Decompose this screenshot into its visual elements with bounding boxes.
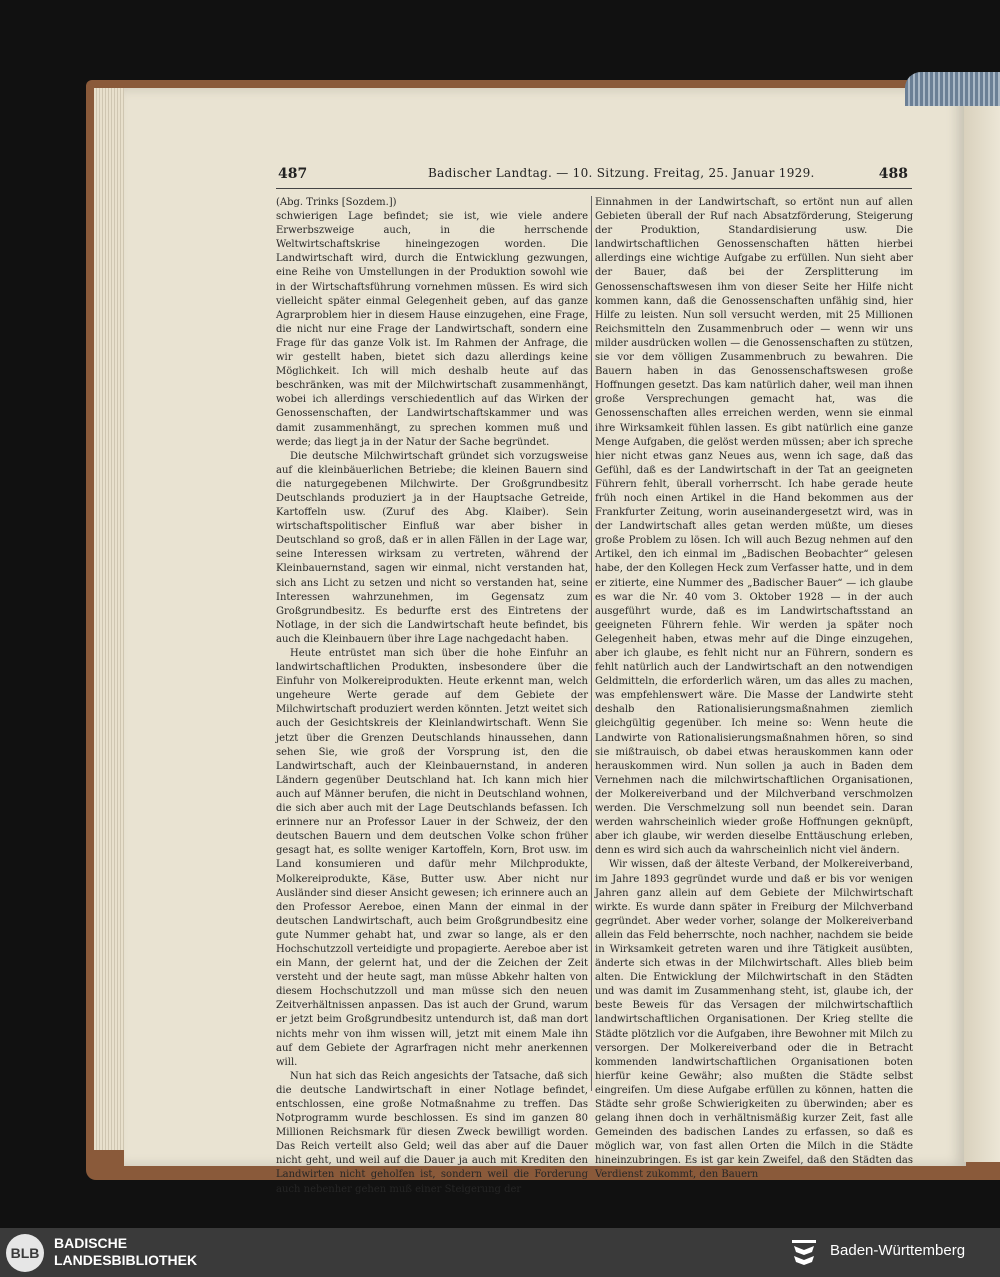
paragraph: Heute entrüstet man sich über die hohe Einfuhr an landwirtschaftlichen Produkten, insbesondere über die Einfuhr von Molkereiprodukten. Heute erkennt man, welch ungeheure Werte gerade auf dem Gebiete der Milchwirtschaft produziert werden könnten. Jetzt weitet sich auch der Gesichtskreis der Kleinlandwirtschaft. Wenn Sie jetzt über die Grenzen Deutschlands hinaussehen, dann sehen Sie, wie groß der Vorsprung ist, den die Landwirtschaft, auch der Kleinbauernstand, in anderen Ländern gegenüber Deutschland hat. Ich kann mich hier auch auf Männer berufen, die nicht in Deutschland wohnen, die sich aber auch mit der Lage Deutschlands befassen. Ich erinnere nur an Professor Lauer in der Schweiz, der den deutschen Bauern und dem deutschen Volke schon früher gesagt hat, es sollte weniger Kartoffeln, Korn, Brot usw. im Land konsumieren und dafür mehr Milchprodukte, Molkereiprodukte, Käse, Butter usw. Aber nicht nur Ausländer sind dieser Ansicht gewesen; ich erinnere auch an den Professor Aereboe, einen Mann der einmal in der deutschen Landwirtschaft, auch beim Großgrundbesitz eine gute Nummer gehabt hat, und zwar so lange, als er den Hochschutzzoll verteidigte und propagierte. Aereboe aber ist ein Mann, der gelernt hat, und der die Zeichen der Zeit versteht und der heute sagt, man müsse Abkehr halten von diesem Hochschutzzoll und man müsse sich den neuen Zeitverhältnissen anpassen. Das ist auch der Grund, warum er jetzt beim Großgrundbesitz untendurch ist, daß man dort nichts mehr von ihm wissen will, jetzt mit einem Male ihn auf dem Gebiete der Agrarfragen nicht mehr anerkennen will. (276, 648, 588, 1068)
right-text-column (595, 196, 913, 1183)
paragraph: Wir wissen, daß der älteste Verband, der Molkereiverband, im Jahre 1893 gegründet wurde und daß er bis vor wenigen Jahren ganz allein auf dem Gebiete der Milchwirtschaft wirkte. Es wurde dann später in Freiburg der Milchverband gegründet. Aber weder vorher, solange der Molkereiverband allein das Feld beherrschte, noch nachher, nachdem sie beide in Wirksamkeit getreten waren und ihre Tätigkeit ausübten, änderte sich etwas in der Milchwirtschaft. Alles blieb beim alten. Die Entwicklung der Milchwirtschaft in den Städten und was damit im Zusammenhang steht, ist, glaube ich, der beste Beweis für das Versagen der milchwirtschaftlich landwirtschaftlichen Organisationen. Der Krieg stellte die Städte plötzlich vor die Aufgaben, ihre Bewohner mit Milch zu versorgen. Der Molkereiverband oder die in Betracht kommenden landwirtschaftlichen Organisationen boten hierfür keine Gewähr; also mußten die Städte selbst eingreifen. Um diese Aufgabe erfüllen zu können, hatten die Städte sehr große Schwierigkeiten zu überwinden; aber es gelang ihnen doch in verhältnismäßig kurzer Zeit, fast alle Gemeinden des badischen Landes zu erfassen, so daß es möglich war, von fast allen Orten die Milch in die Städte hineinzubringen. Es ist gar kein Zweifel, daß den Städten das Verdienst zukommt, den Bauern (595, 859, 913, 1181)
header-rule (276, 188, 912, 189)
column-divider (591, 196, 592, 1091)
page-stack-edge (94, 88, 124, 1150)
blb-logo[interactable]: BLB (6, 1234, 44, 1272)
bookmark-ribbon (905, 72, 1000, 106)
left-text-column (276, 196, 588, 1197)
blb-name[interactable] (54, 1235, 197, 1269)
viewer-footer (0, 1228, 1000, 1277)
page-number-right: 488 (878, 166, 908, 182)
bw-label[interactable]: Baden-Württemberg (830, 1242, 966, 1259)
page-number-left: 487 (278, 166, 308, 182)
paragraph: Die deutsche Milchwirtschaft gründet sich vorzugsweise auf die kleinbäuerlichen Betriebe; die kleinen Bauern sind die naturgegebenen Milchwirte. Der Großgrundbesitz Deutschlands produziert ja in der Hauptsache Getreide, Kartoffeln usw. (Zuruf des Abg. Klaiber). Sein wirtschaftspolitischer Einfluß war aber bisher in Deutschland so groß, daß er in allen Fällen in der Lage war, seine Interessen wirksam zu vertreten, während der Kleinbauernstand, sagen wir einmal, nicht verstanden hat, sich ans Licht zu setzen und nicht so verstanden hat, seine Interessen wahrzunehmen, im Gegensatz zum Großgrundbesitz. Es bedurfte erst des Eintretens der Notlage, in der sich die Landwirtschaft heute befindet, bis auch die Kleinbauern über ihre Lage nachgedacht haben. (276, 450, 588, 645)
paragraph: Nun hat sich das Reich angesichts der Tatsache, daß sich die deutsche Landwirtschaft in einer Notlage befindet, entschlossen, eine große Notmaßnahme zu treffen. Das Notprogramm wurde beschlossen. Es sind im ganzen 80 Millionen Reichsmark für diesen Zweck bewilligt worden. Das Reich verteilt also Geld; weil das aber auf die Dauer nicht geht, und weil auf die Dauer ja auch mit Krediten den Landwirten nicht geholfen ist, sondern weil die Forderung auch nebenher gehen muß einer Steigerung der (276, 1070, 588, 1195)
running-title: Badischer Landtag. — 10. Sitzung. Freitag, 25. Januar 1929. (428, 166, 815, 180)
paragraph: schwierigen Lage befindet; sie ist, wie viele andere Erwerbszweige auch, in die herrschende Weltwirtschaftskrise hineingezogen worden. Die Landwirtschaft wird, durch die Entwicklung gezwungen, eine Reihe von Umstellungen in der Produktion sowohl wie in der Wirtschaftsführung vornehmen müssen. Es wird sich vielleicht später einmal Gelegenheit geben, auf das ganze Agrarproblem hier in diesem Hause einzugehen, eine Frage, die nicht nur eine Frage der Landwirtschaft, sondern eine Frage für das ganze Volk ist. Im Rahmen der Anfrage, die wir gestellt haben, bietet sich dazu allerdings keine Möglichkeit. Ich will mich deshalb heute auf das beschränken, was mit der Milchwirtschaft zusammenhängt, wobei ich allerdings verschiedentlich auf das Wirken der Genossenschaften, der Landwirtschaftskammer und was damit zusammenhängt, zu sprechen kommen muß und werde; das liegt ja in der Natur der Sache begründet. (276, 211, 588, 448)
coat-of-arms-icon (790, 1238, 818, 1268)
speaker-label: (Abg. Trinks [Sozdem.]) (276, 197, 397, 208)
blb-name-line2: LANDESBIBLIOTHEK (54, 1252, 198, 1268)
paragraph: Einnahmen in der Landwirtschaft, so ertönt nun auf allen Gebieten überall der Ruf nach Absatzförderung, Steigerung der Produktion, Standardisierung usw. Die landwirtschaftlichen Genossenschaften hätten hierbei allerdings eine wichtige Aufgabe zu erfüllen. Nun sieht aber der Bauer, daß bei der Zersplitterung im Genossenschaftswesen ihm von dieser Seite her Hilfe nicht kommen kann, daß die Genossenschaften unfähig sind, hier Hilfe zu leisten. Nun soll versucht werden, mit 25 Millionen Reichsmitteln den Zusammenbruch oder — wenn wir uns milder ausdrücken wollen — die Genossenschaften zu stützen, sie vor dem völligen Zusammenbruch zu bewahren. Die Bauern haben in das Genossenschaftswesen große Hoffnungen gesetzt. Das kam natürlich daher, weil man ihnen große Versprechungen gemacht hat, was die Genossenschaften alles erreichen werden, wenn sie einmal ihre Wirksamkeit fühlen lassen. Es gibt natürlich eine ganze Menge Aufgaben, die gelöst werden müssen; aber ich spreche hier nicht etwas ganz Neues aus, wenn ich sage, daß das Gefühl, daß es der Landwirtschaft in der Tat an geeigneten Führern fehlt, überall vorherrscht. Ich habe gerade heute früh noch einen Artikel in die Hand bekommen aus der Frankfurter Zeitung, worin auseinandergesetzt wird, was in der Landwirtschaft alles getan werden müßte, um dieses große Problem zu lösen. Ich will auch Bezug nehmen auf den Artikel, den ich einmal im „Badischen Beobachter“ gelesen habe, der den Kollegen Heck zum Verfasser hatte, und in dem er zitierte, eine Nummer des „Badischer Bauer“ — ich glaube es war die Nr. 40 vom 3. Oktober 1928 — in der auch ausgeführt wurde, daß es im Landwirtschaftsstand an geeigneten Führern fehle. Wir werden ja später noch Gelegenheit haben, etwas mehr auf die Dinge einzugehen, aber ich glaube, es fehlt nicht nur an Führern, sondern es fehlt natürlich auch der Landwirtschaft an den notwendigen Geldmitteln, die erforderlich wären, um das alles zu machen, was empfehlenswert wäre. Die Masse der Landwirte steht deshalb den Rationalisierungsmaßnahmen ziemlich gleichgültig gegenüber. Ich meine so: Wenn heute die Landwirte von Rationalisierungsmaßnahmen hören, so sind sie mißtrauisch, ob dabei etwas herauskommen kann oder herauskommen wird. Nun sollen ja auch in Baden dem Vernehmen nach die milchwirtschaftlichen Organisationen, der Molkereiverband und der Milchverband verschmolzen werden. Die Verschmelzung soll nun beendet sein. Daran werden wahrscheinlich wieder große Hoffnungen geknüpft, aber ich glaube, wir werden dieselbe Enttäuschung erleben, denn es wird sich auch da wahrscheinlich nicht viel ändern. (595, 197, 913, 857)
blb-name-line1: BADISCHE (54, 1235, 128, 1251)
right-page-edge (964, 92, 1000, 1162)
running-header (278, 166, 908, 188)
